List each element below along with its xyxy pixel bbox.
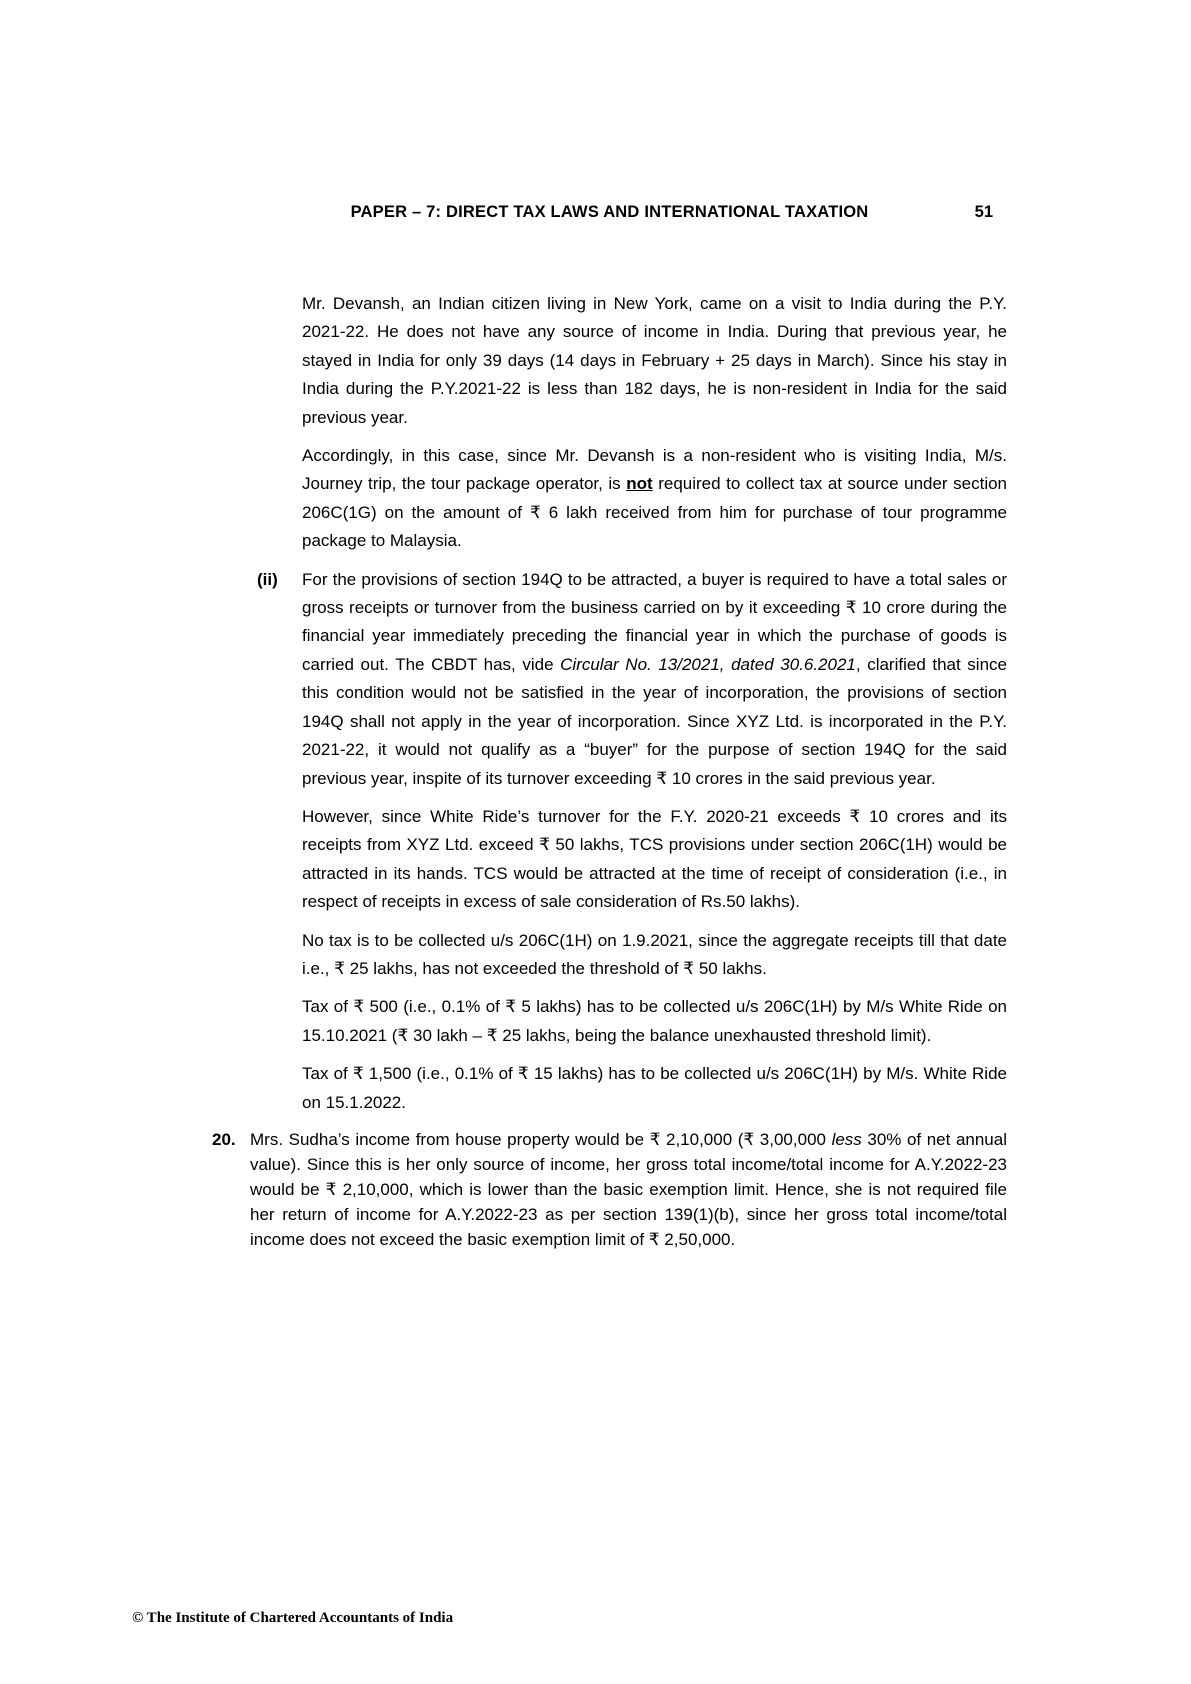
- paragraph-no-tax-collected: [212, 927, 1007, 984]
- paragraph-devansh-conclusion: [212, 442, 1007, 556]
- paragraph-text: For the provisions of section 194Q to be attracted, a buyer is required to have a total sales or gross receipts or turnover from the business carried on by it exceeding ₹ 10 crore during the financial year immediately preceding the financial year in which the purchase of goods is carried out. The CBDT has, vide Circular No. 13/2021, dated 30.6.2021, clarified that since this condition would not be satisfied in the year of incorporation, the provisions of section 194Q shall not apply in the year of incorporation. Since XYZ Ltd. is incorporated in the P.Y. 2021-22, it would not qualify as a “buyer” for the purpose of section 194Q for the said previous year, inspite of its turnover exceeding ₹ 10 crores in the said previous year.: [302, 569, 1007, 788]
- page-header-title: PAPER – 7: DIRECT TAX LAWS AND INTERNATIONAL TAXATION: [350, 203, 869, 221]
- list-marker-20: 20.: [212, 1129, 236, 1149]
- paragraph-text: Tax of ₹ 500 (i.e., 0.1% of ₹ 5 lakhs) has to be collected u/s 206C(1H) by M/s White Ride on 15.10.2021 (₹ 30 lakh – ₹ 25 lakhs, being the balance unexhausted threshold limit).: [302, 997, 1007, 1045]
- list-marker-ii: (ii): [257, 569, 278, 589]
- paragraph-item-20: [212, 1127, 1007, 1252]
- paragraph-tax-500: [212, 993, 1007, 1050]
- paragraph-text: Accordingly, in this case, since Mr. Devansh is a non-resident who is visiting India, M/s. Journey trip, the tour package operator, is not required to collect tax at source under section 206C(1G) on the amount of ₹ 6 lakh received from him for purchase of tour programme package to Malaysia.: [302, 446, 1007, 551]
- paragraph-text: Tax of ₹ 1,500 (i.e., 0.1% of ₹ 15 lakhs) has to be collected u/s 206C(1H) by M/s. White Ride on 15.1.2022.: [302, 1064, 1007, 1112]
- paragraph-devansh-residency: [212, 290, 1007, 432]
- paragraph-item-ii: [212, 566, 1007, 793]
- paragraph-text: Mrs. Sudha’s income from house property would be ₹ 2,10,000 (₹ 3,00,000 less 30% of net annual value). Since this is her only source of income, her gross total income/total income for A.Y.2022-23 would be ₹ 2,10,000, which is lower than the basic exemption limit. Hence, she is not required file her return of income for A.Y.2022-23 as per section 139(1)(b), since her gross total income/total income does not exceed the basic exemption limit of ₹ 2,50,000.: [250, 1129, 1007, 1249]
- paragraph-text: However, since White Ride’s turnover for the F.Y. 2020-21 exceeds ₹ 10 crores and its receipts from XYZ Ltd. exceed ₹ 50 lakhs, TCS provisions under section 206C(1H) would be attracted in its hands. TCS would be attracted at the time of receipt of consideration (i.e., in respect of receipts in excess of sale consideration of Rs.50 lakhs).: [302, 806, 1007, 912]
- document-body: [212, 290, 1007, 1262]
- paragraph-text: No tax is to be collected u/s 206C(1H) on 1.9.2021, since the aggregate receipts till that date i.e., ₹ 25 lakhs, has not exceeded the threshold of ₹ 50 lakhs.: [302, 930, 1007, 978]
- paragraph-tax-1500: [212, 1060, 1007, 1117]
- page-header: [212, 203, 1007, 227]
- page-number: 51: [974, 203, 993, 221]
- copyright-footer: © The Institute of Chartered Accountants of India: [132, 1610, 454, 1626]
- paragraph-white-ride-tcs: [212, 803, 1007, 917]
- paragraph-text: Mr. Devansh, an Indian citizen living in New York, came on a visit to India during the P.Y. 2021-22. He does not have any source of income in India. During that previous year, he stayed in India for only 39 days (14 days in February + 25 days in March). Since his stay in India during the P.Y.2021-22 is less than 182 days, he is non-resident in India for the said previous year.: [302, 294, 1007, 427]
